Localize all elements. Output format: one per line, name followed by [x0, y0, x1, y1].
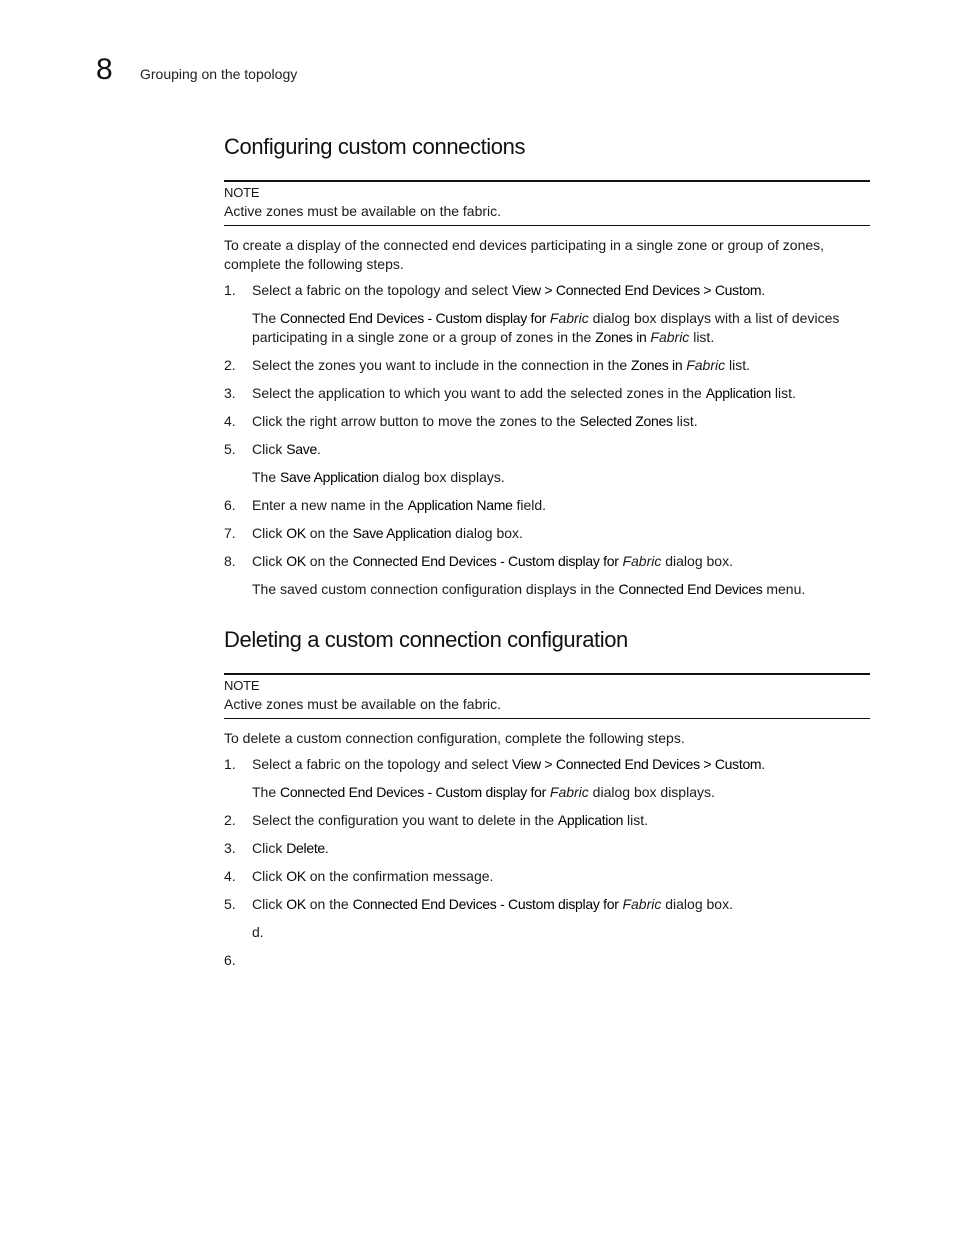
step-text: . [761, 282, 766, 298]
step-text: dialog box. [661, 896, 733, 912]
variable-text: Fabric [622, 553, 662, 569]
section-title-deleting: Deleting a custom connection configuration [224, 627, 628, 652]
step-result [252, 309, 870, 347]
note-label: NOTE [224, 678, 260, 693]
step-result [252, 468, 870, 487]
step-text: on the [305, 553, 353, 569]
step-number: 3. [224, 840, 236, 856]
step-result [252, 783, 870, 802]
step-text: field. [512, 497, 547, 513]
step-text: Select the configuration you want to delete in the [252, 812, 558, 828]
step-number: 1. [224, 282, 236, 298]
step-text: The [252, 469, 281, 485]
step-text: list. [623, 812, 648, 828]
list-item [224, 281, 870, 347]
list-item [224, 384, 870, 403]
ui-reference: Zones in [595, 329, 647, 345]
step-text: Enter a new name in the [252, 497, 408, 513]
page-content [224, 128, 870, 968]
list-item [224, 524, 870, 543]
step-text: The saved custom connection configuration displays in the [252, 581, 619, 597]
ui-reference: Save Application [352, 525, 452, 541]
running-header: Grouping on the topology [140, 66, 298, 82]
ui-reference: Connected End Devices - Custom display for [280, 310, 546, 326]
ui-reference: Selected Zones [579, 413, 673, 429]
step-text: on the [305, 896, 353, 912]
variable-text: Fabric [549, 310, 589, 326]
step-text: Click [252, 525, 287, 541]
ui-reference: View > Connected End Devices > Custom [511, 282, 762, 298]
list-item [224, 811, 870, 830]
note-text: Active zones must be available on the fabric. [224, 696, 502, 712]
step-result [252, 923, 870, 942]
step-text: Select the zones you want to include in the connection in the [252, 357, 632, 373]
ui-reference: Application [557, 812, 624, 828]
list-item [224, 895, 870, 942]
step-number: 2. [224, 357, 236, 373]
section-deleting [224, 621, 870, 968]
list-item [224, 552, 870, 599]
step-text: list. [672, 413, 698, 429]
ui-reference: Connected End Devices - Custom display for [352, 553, 619, 569]
step-text: dialog box. [661, 553, 733, 569]
ui-reference: Connected End Devices - Custom display for [352, 896, 619, 912]
ui-reference: View > Connected End Devices > Custom [511, 756, 762, 772]
step-text: Click the right arrow button to move the zones to the [252, 413, 580, 429]
step-text: Select a fabric on the topology and select [252, 282, 512, 298]
step-text: . [316, 441, 321, 457]
intro-paragraph: To create a display of the connected end devices participating in a single zone or group of zones, complete the following steps. [224, 237, 825, 272]
step-text: dialog box displays with a list of devices participating in a single zone or a group of zones in the [252, 310, 840, 345]
ui-reference: Save Application [280, 469, 379, 485]
step-number: 3. [224, 385, 236, 401]
step-number: 1. [224, 756, 236, 772]
ui-reference: Zones in [631, 357, 683, 373]
step-number: 6. [224, 952, 236, 968]
list-item [224, 356, 870, 375]
list-item [224, 755, 870, 802]
note-box [224, 673, 870, 719]
step-result [252, 580, 870, 599]
step-number: 7. [224, 525, 236, 541]
step-text: list. [770, 385, 796, 401]
step-text: menu. [762, 581, 806, 597]
step-number: 6. [224, 497, 236, 513]
step-text: The [252, 310, 281, 326]
step-text: . [324, 840, 329, 856]
variable-text: Fabric [549, 784, 589, 800]
step-text: on the confirmation message. [305, 868, 494, 884]
ui-reference: OK [286, 525, 306, 541]
step-text: Click [252, 441, 287, 457]
intro-paragraph: To delete a custom connection configuration, complete the following steps. [224, 730, 685, 746]
step-number: 4. [224, 868, 236, 884]
ui-reference: Connected End Devices [618, 581, 763, 597]
variable-text: Fabric [686, 357, 726, 373]
list-item [224, 867, 870, 886]
list-item [224, 440, 870, 487]
note-text: Active zones must be available on the fabric. [224, 203, 502, 219]
step-text: dialog box. [451, 525, 523, 541]
variable-text: Fabric [650, 329, 690, 345]
ui-reference: OK [286, 553, 306, 569]
step-text: on the [305, 525, 353, 541]
step-text: d. [252, 924, 264, 940]
note-box [224, 180, 870, 226]
variable-text: Fabric [622, 896, 662, 912]
ui-reference: OK [286, 868, 306, 884]
step-text: dialog box displays. [378, 469, 505, 485]
steps-list [224, 755, 870, 968]
chapter-number: 8 [96, 53, 113, 86]
ui-reference: Application Name [407, 497, 513, 513]
step-text: Select the application to which you want to add the selected zones in the [252, 385, 706, 401]
ui-reference: Application [705, 385, 771, 401]
list-item [224, 412, 870, 431]
step-text: list. [725, 357, 751, 373]
step-text: dialog box displays. [588, 784, 715, 800]
step-text: list. [689, 329, 715, 345]
note-label: NOTE [224, 185, 260, 200]
step-text: Click [252, 553, 287, 569]
ui-reference: Delete [286, 840, 325, 856]
step-text: . [761, 756, 766, 772]
ui-reference: Save [286, 441, 317, 457]
list-item [224, 839, 870, 858]
step-number: 5. [224, 441, 236, 457]
steps-list [224, 281, 870, 599]
section-title-configuring: Configuring custom connections [224, 134, 526, 159]
step-text: Click [252, 868, 287, 884]
step-number: 2. [224, 812, 236, 828]
ui-reference: Connected End Devices - Custom display for [280, 784, 546, 800]
step-text: The [252, 784, 281, 800]
list-item [224, 496, 870, 515]
step-text: Select a fabric on the topology and select [252, 756, 512, 772]
step-number: 4. [224, 413, 236, 429]
step-text: Click [252, 840, 287, 856]
step-number: 8. [224, 553, 236, 569]
ui-reference: OK [286, 896, 306, 912]
step-number: 5. [224, 896, 236, 912]
step-text: Click [252, 896, 287, 912]
